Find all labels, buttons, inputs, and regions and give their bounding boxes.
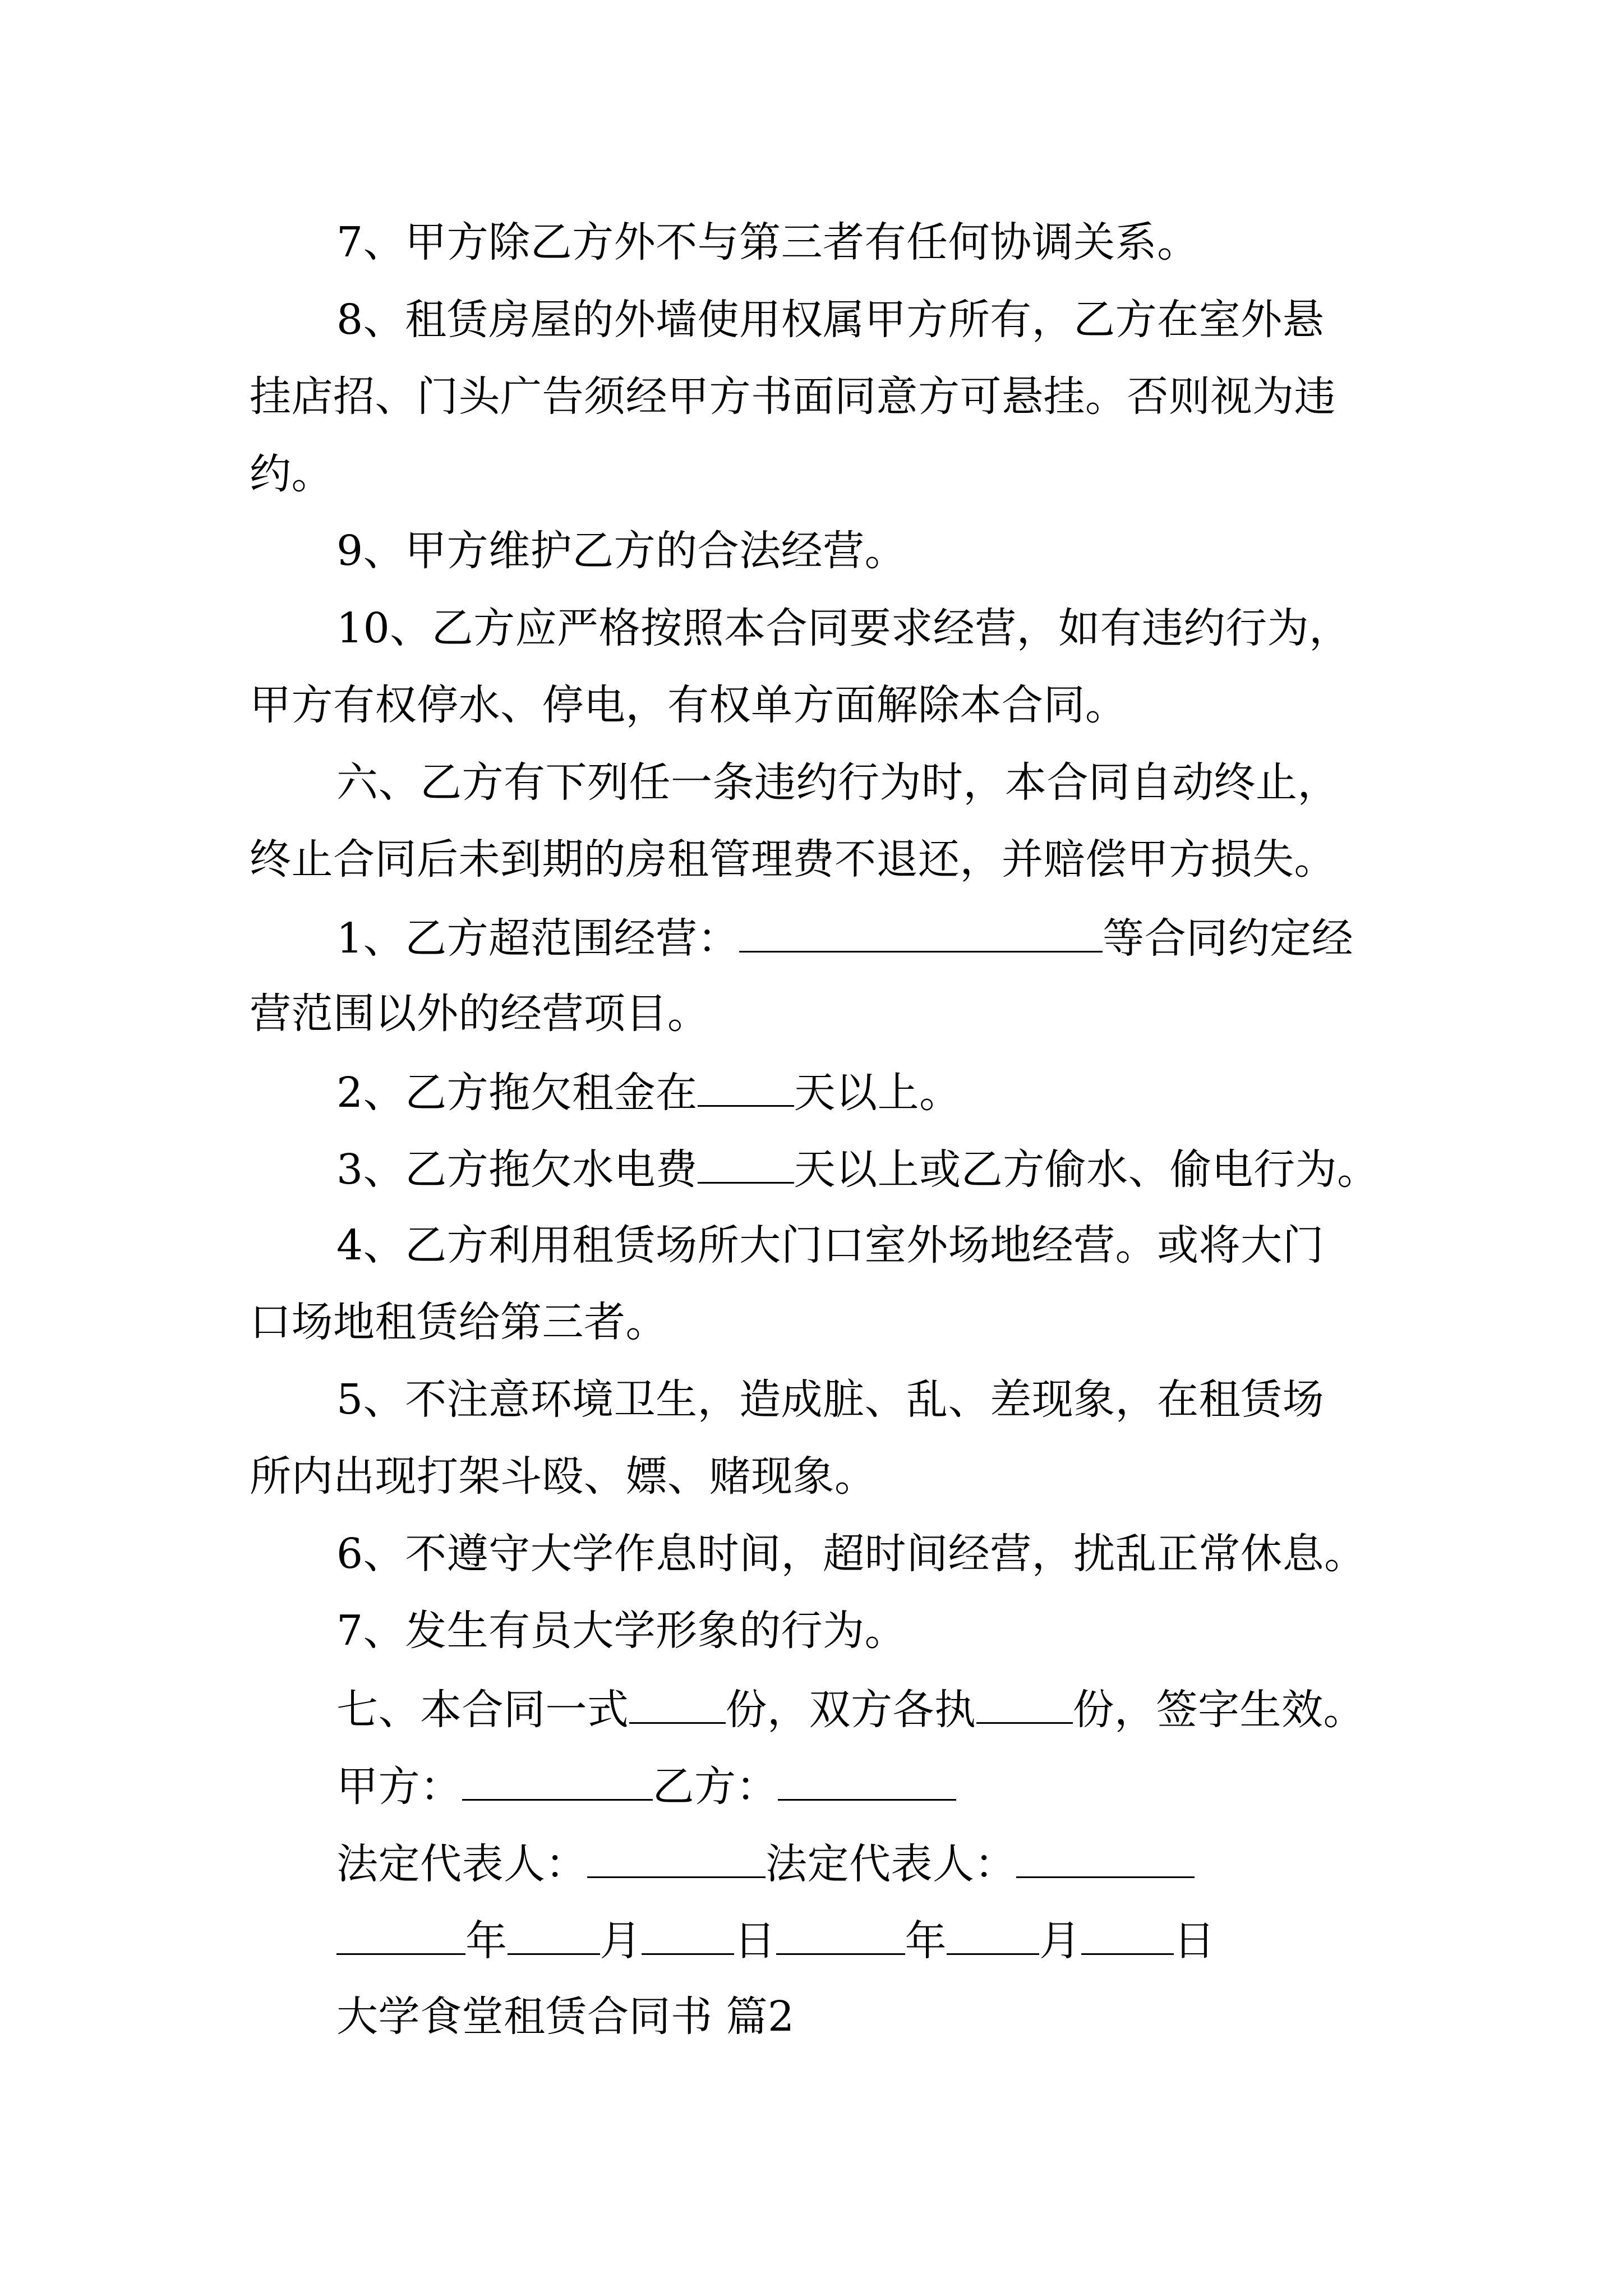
violation-2-text-end: 天以上。: [794, 1069, 961, 1117]
blank-party-b: [778, 1764, 956, 1801]
year-label: 年: [905, 1917, 947, 1965]
violation-1-text: 1、乙方超范围经营：: [336, 914, 740, 963]
violation-1-line1: [336, 914, 1354, 963]
copies-text-end: 份，签字生效。: [1072, 1686, 1365, 1734]
clause-8-line1: 8、租赁房屋的外墙使用权属甲方所有，乙方在室外悬: [336, 296, 1325, 344]
violation-2-text: 2、乙方拖欠租金在: [336, 1069, 698, 1117]
blank-total-copies: [629, 1687, 726, 1724]
blank-business-scope: [739, 916, 1103, 953]
month-label: 月: [1039, 1917, 1081, 1965]
blank-rent-days: [698, 1070, 794, 1107]
clause-8-line2: 挂店招、门头广告须经甲方书面同意方可悬挂。否则视为违: [250, 372, 1336, 421]
section-7-copies: [336, 1686, 1365, 1734]
violation-5-line1: 5、不注意环境卫生，造成脏、乱、差现象，在租赁场: [336, 1375, 1325, 1424]
copies-text: 七、本合同一式: [336, 1686, 629, 1734]
violation-6: 6、不遵守大学作息时间，超时间经营，扰乱正常休息。: [336, 1530, 1366, 1578]
violation-4-line2: 口场地租赁给第三者。: [250, 1298, 667, 1346]
clause-10-line2: 甲方有权停水、停电，有权单方面解除本合同。: [250, 681, 1127, 729]
rep-b-label: 法定代表人：: [766, 1840, 1016, 1888]
blank-each-copies: [976, 1687, 1073, 1724]
month-label: 月: [600, 1917, 642, 1965]
year-label: 年: [465, 1917, 508, 1965]
blank-month-a: [508, 1918, 600, 1955]
section-6-line1: 六、乙方有下列任一条违约行为时，本合同自动终止，: [336, 758, 1339, 807]
violation-3-text-end: 天以上或乙方偷水、偷电行为。: [794, 1145, 1379, 1194]
clause-8-line3: 约。: [250, 450, 333, 498]
violation-7: 7、发生有员大学形象的行为。: [336, 1607, 907, 1655]
blank-day-b: [1081, 1918, 1174, 1955]
party-a-label: 甲方：: [336, 1763, 462, 1811]
blank-year-b: [776, 1918, 905, 1955]
clause-7-landlord: 7、甲方除乙方外不与第三者有任何协调关系。: [336, 218, 1199, 266]
blank-year-a: [336, 1918, 465, 1955]
clause-10-line1: 10、乙方应严格按照本合同要求经营，如有违约行为，: [336, 604, 1351, 652]
blank-day-a: [642, 1918, 734, 1955]
next-section-title: 大学食堂租赁合同书 篇2: [336, 1993, 795, 2041]
violation-4-line1: 4、乙方利用租赁场所大门口室外场地经营。或将大门: [336, 1221, 1325, 1269]
blank-rep-a: [587, 1842, 766, 1878]
party-b-label: 乙方：: [652, 1763, 778, 1811]
section-6-line2: 终止合同后未到期的房租管理费不退还，并赔偿甲方损失。: [250, 835, 1336, 884]
copies-text-mid: 份，双方各执: [725, 1686, 976, 1734]
blank-rep-b: [1016, 1842, 1195, 1878]
blank-month-b: [947, 1918, 1039, 1955]
signature-dates: [336, 1917, 1215, 1965]
violation-1-text-end: 等合同约定经: [1103, 914, 1354, 963]
violation-3-text: 3、乙方拖欠水电费: [336, 1145, 698, 1194]
day-label: 日: [734, 1917, 776, 1965]
signature-representatives: [336, 1840, 1195, 1888]
violation-1-line2: 营范围以外的经营项目。: [250, 990, 709, 1038]
signature-parties: [336, 1763, 956, 1811]
blank-party-a: [462, 1764, 653, 1801]
day-label: 日: [1173, 1917, 1215, 1965]
blank-utility-days: [698, 1147, 794, 1184]
violation-2: [336, 1069, 961, 1117]
clause-9: 9、甲方维护乙方的合法经营。: [336, 527, 907, 575]
violation-3: [336, 1145, 1379, 1194]
rep-a-label: 法定代表人：: [336, 1840, 587, 1888]
violation-5-line2: 所内出现打架斗殴、嫖、赌现象。: [250, 1452, 877, 1501]
